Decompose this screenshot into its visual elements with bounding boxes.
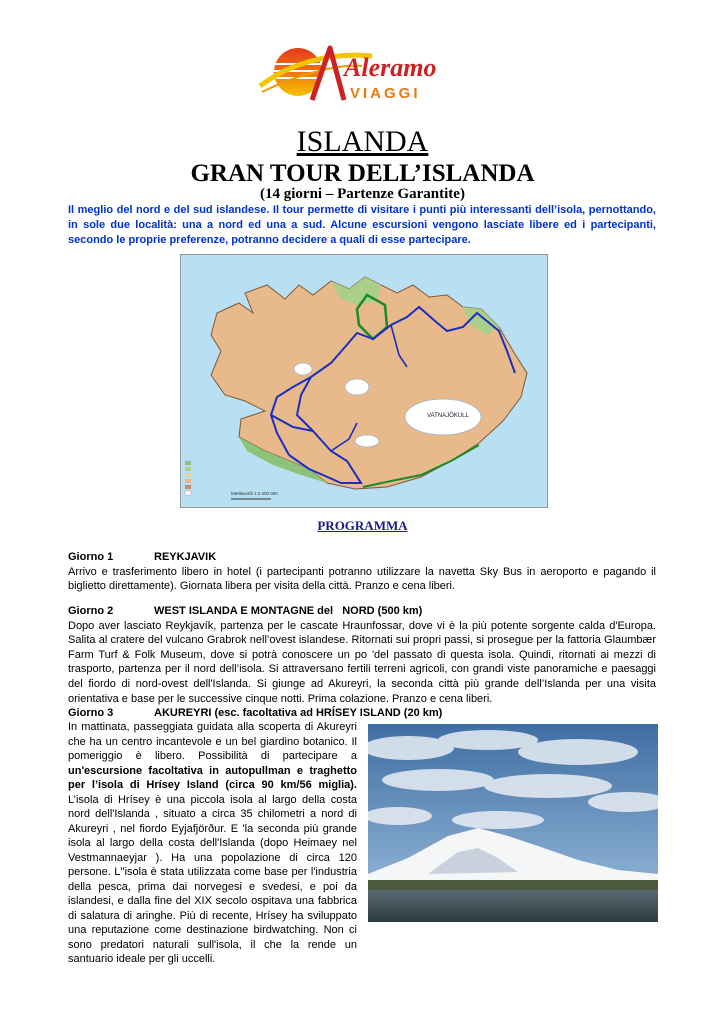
section-title-programma: PROGRAMMA	[317, 518, 408, 533]
itinerary-day-2	[68, 604, 656, 706]
tour-duration: (14 giorni – Partenze Garantite)	[260, 186, 465, 202]
page-subtitle: GRAN TOUR DELL’ISLANDA	[190, 160, 535, 187]
map-scale: Mælikvarði 1:2 500 000	[231, 491, 278, 496]
itinerary-day-1	[68, 550, 656, 594]
day-number: Giorno 2	[68, 605, 114, 617]
logo-sub-text: VIAGGI	[350, 85, 421, 102]
aleramo-viaggi-logo	[252, 42, 472, 106]
intro-paragraph: Il meglio del nord e del sud islandese. Il tour permette di visitare i punti più interessanti dell’isola, pernottando, in sole due località: una a nord ed una a sud. Alcune escursioni vengono lasciate libere ed i partecipanti, secondo le proprie preferenze, potranno decidere a quali di esse partecipare.	[68, 204, 656, 246]
day-title: REYKJAVIK	[154, 551, 217, 563]
map-label-vatnajokull: VATNAJÖKULL	[427, 413, 469, 419]
day-description: Arrivo e trasferimento libero in hotel (i partecipanti potranno utilizzare la navetta Sky Bus in aeroporto e pagando il biglietto direttamente). Giornata libera per visita della città. Pranzo e cena liberi.	[68, 565, 656, 593]
itinerary-day-3	[68, 706, 656, 721]
logo-brand-text: Aleramo	[344, 53, 437, 82]
day-number: Giorno 3	[68, 707, 114, 719]
day-3-excursion-highlight: un'escursione facoltativa in autopullman e traghetto per l’isola di Hrísey Island (circa 90 km/56 miglia).	[68, 764, 357, 791]
day-title: AKUREYRI (esc. facoltativa ad HRÍSEY ISLAND (20 km)	[154, 707, 443, 719]
day-number: Giorno 1	[68, 551, 114, 563]
day-3-text-intro: In mattinata, passeggiata guidata alla scoperta di Akureyri che ha un centro incantevole e un bel giardino botanico. Il pomeriggio è libero. Possibilità di partecipare a	[68, 721, 357, 762]
day-title: WEST ISLANDA E MONTAGNE del NORD (500 km)	[154, 605, 423, 617]
page-title: ISLANDA	[296, 125, 429, 158]
hrisey-mountain-photo	[368, 724, 658, 922]
day-description: Dopo aver lasciato Reykjavík, partenza per le cascate Hraunfossar, dove vi è la più potente sorgente calda d'Europa. Salita al cratere del vulcano Grabrok nell’ovest islandese. Ritornati sui propri passi, si prosegue per la fattoria Glaumbær Farm Turf & Folk Museum, dove si potrà conoscere un po 'del passato di questa isola. Quindi, ritornati ai mezzi di trasporto, partenza per il nord dell’isola. Si attraversano fertili terreni agricoli, con grandi viste panoramiche e paesaggi del fiordo di nord-ovest dell'Islanda. Si giunge ad Akureyri, la seconda città più grande dell’Islanda per una visita orientativa e base per le successive cinque notti. Prima colazione. Pranzo e cena liberi.	[68, 619, 656, 705]
day-3-text-hrisey: L’isola di Hrísey è una piccola isola al largo della costa nord dell'Islanda , situato a circa 35 chilometri a nord di Akureyri , nel fiordo Eyjafjörður. E 'la seconda più grande isola al largo della costa dell'Islanda (dopo Heimaey nel Vestmannaeyjar ). Ha una popolazione di circa 120 persone. L''isola è stata utilizzata come base per l'industria della pesca, prima dai norvegesi e svedesi, e poi da islandesi, e dalla fine del XIX secolo ospitava una fabbrica di salatura di aringhe. Più di recente, Hrísey ha sviluppato una reputazione come destinazione birdwatching. Non ci sono predatori naturali sull'isola, il che la rende un santuario ideale per gli uccelli.	[68, 793, 357, 965]
iceland-route-map	[180, 254, 548, 508]
day-3-description	[68, 720, 357, 967]
